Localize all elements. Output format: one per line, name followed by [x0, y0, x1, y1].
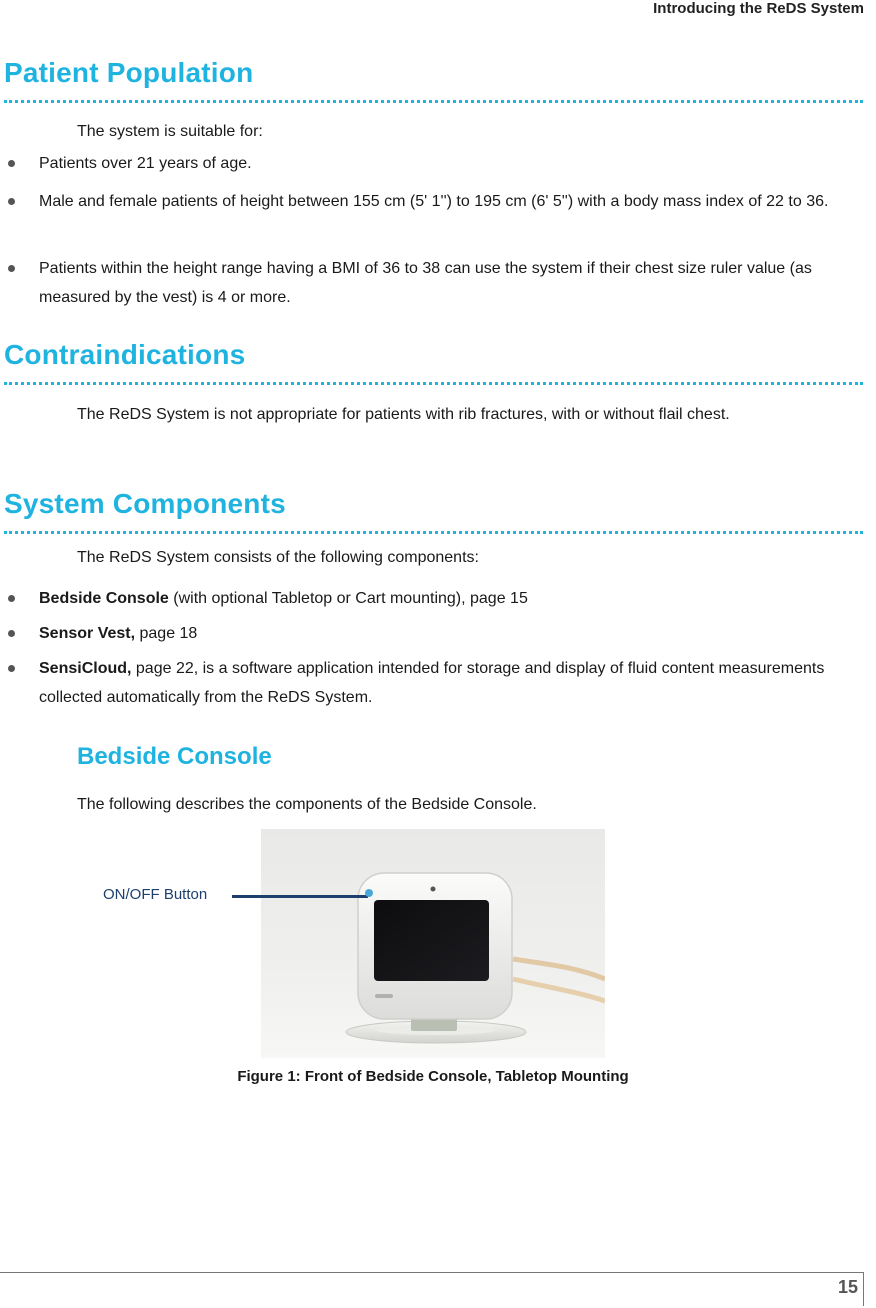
- bullet-icon: [8, 630, 15, 637]
- bullet-icon: [8, 595, 15, 602]
- list-item: [8, 149, 848, 178]
- component-detail: (with optional Tabletop or Cart mounting), page 15: [168, 590, 528, 607]
- bullet-icon: [8, 665, 15, 672]
- component-name: Sensor Vest,: [39, 625, 136, 642]
- component-name: SensiCloud,: [39, 660, 132, 677]
- contraindications-text: The ReDS System is not appropriate for patients with rib fractures, with or without flail chest.: [77, 406, 730, 423]
- bullet-icon: [8, 160, 15, 167]
- component-detail: page 18: [135, 625, 198, 642]
- figure-caption: Figure 1: Front of Bedside Console, Tabletop Mounting: [237, 1068, 629, 1085]
- page-number: 15: [837, 1277, 858, 1297]
- running-header: Introducing the ReDS System: [653, 0, 864, 17]
- list-item-text: Patients within the height range having a BMI of 36 to 38 can use the system if their chest size ruler value (as measured by the vest) is 4 or more.: [39, 260, 812, 306]
- footer-divider-vertical: [863, 1272, 864, 1306]
- component-detail: page 22, is a software application intended for storage and display of fluid content measurements collected automatically from the ReDS System.: [39, 660, 825, 706]
- heading-divider: [4, 531, 863, 534]
- callout-marker-dot: [365, 889, 373, 897]
- heading-divider: [4, 100, 863, 103]
- list-item-text: Patients over 21 years of age.: [39, 155, 252, 172]
- heading-contraindications: Contraindications: [4, 339, 246, 370]
- callout-on-off-button: ON/OFF Button: [103, 886, 208, 903]
- heading-patient-population: Patient Population: [4, 57, 254, 88]
- list-item: [8, 187, 848, 216]
- patient-population-intro: The system is suitable for:: [77, 123, 263, 140]
- component-name: Bedside Console: [39, 590, 169, 607]
- callout-leader-line: [232, 895, 368, 898]
- footer-divider: [0, 1272, 863, 1273]
- list-item: [8, 619, 848, 648]
- system-components-intro: The ReDS System consists of the following components:: [77, 549, 479, 566]
- bedside-console-text: The following describes the components of the Bedside Console.: [77, 796, 537, 813]
- bullet-icon: [8, 265, 15, 272]
- bedside-console-photo: [261, 829, 605, 1058]
- heading-system-components: System Components: [4, 488, 286, 519]
- bullet-icon: [8, 198, 15, 205]
- heading-bedside-console: Bedside Console: [77, 743, 272, 770]
- list-item: [8, 654, 848, 712]
- console-illustration: [261, 829, 605, 1058]
- heading-divider: [4, 382, 863, 385]
- list-item: [8, 584, 848, 613]
- list-item: [8, 254, 848, 312]
- list-item-text: Male and female patients of height between 155 cm (5' 1'') to 195 cm (6' 5'') with a body mass index of 22 to 36.: [39, 193, 829, 210]
